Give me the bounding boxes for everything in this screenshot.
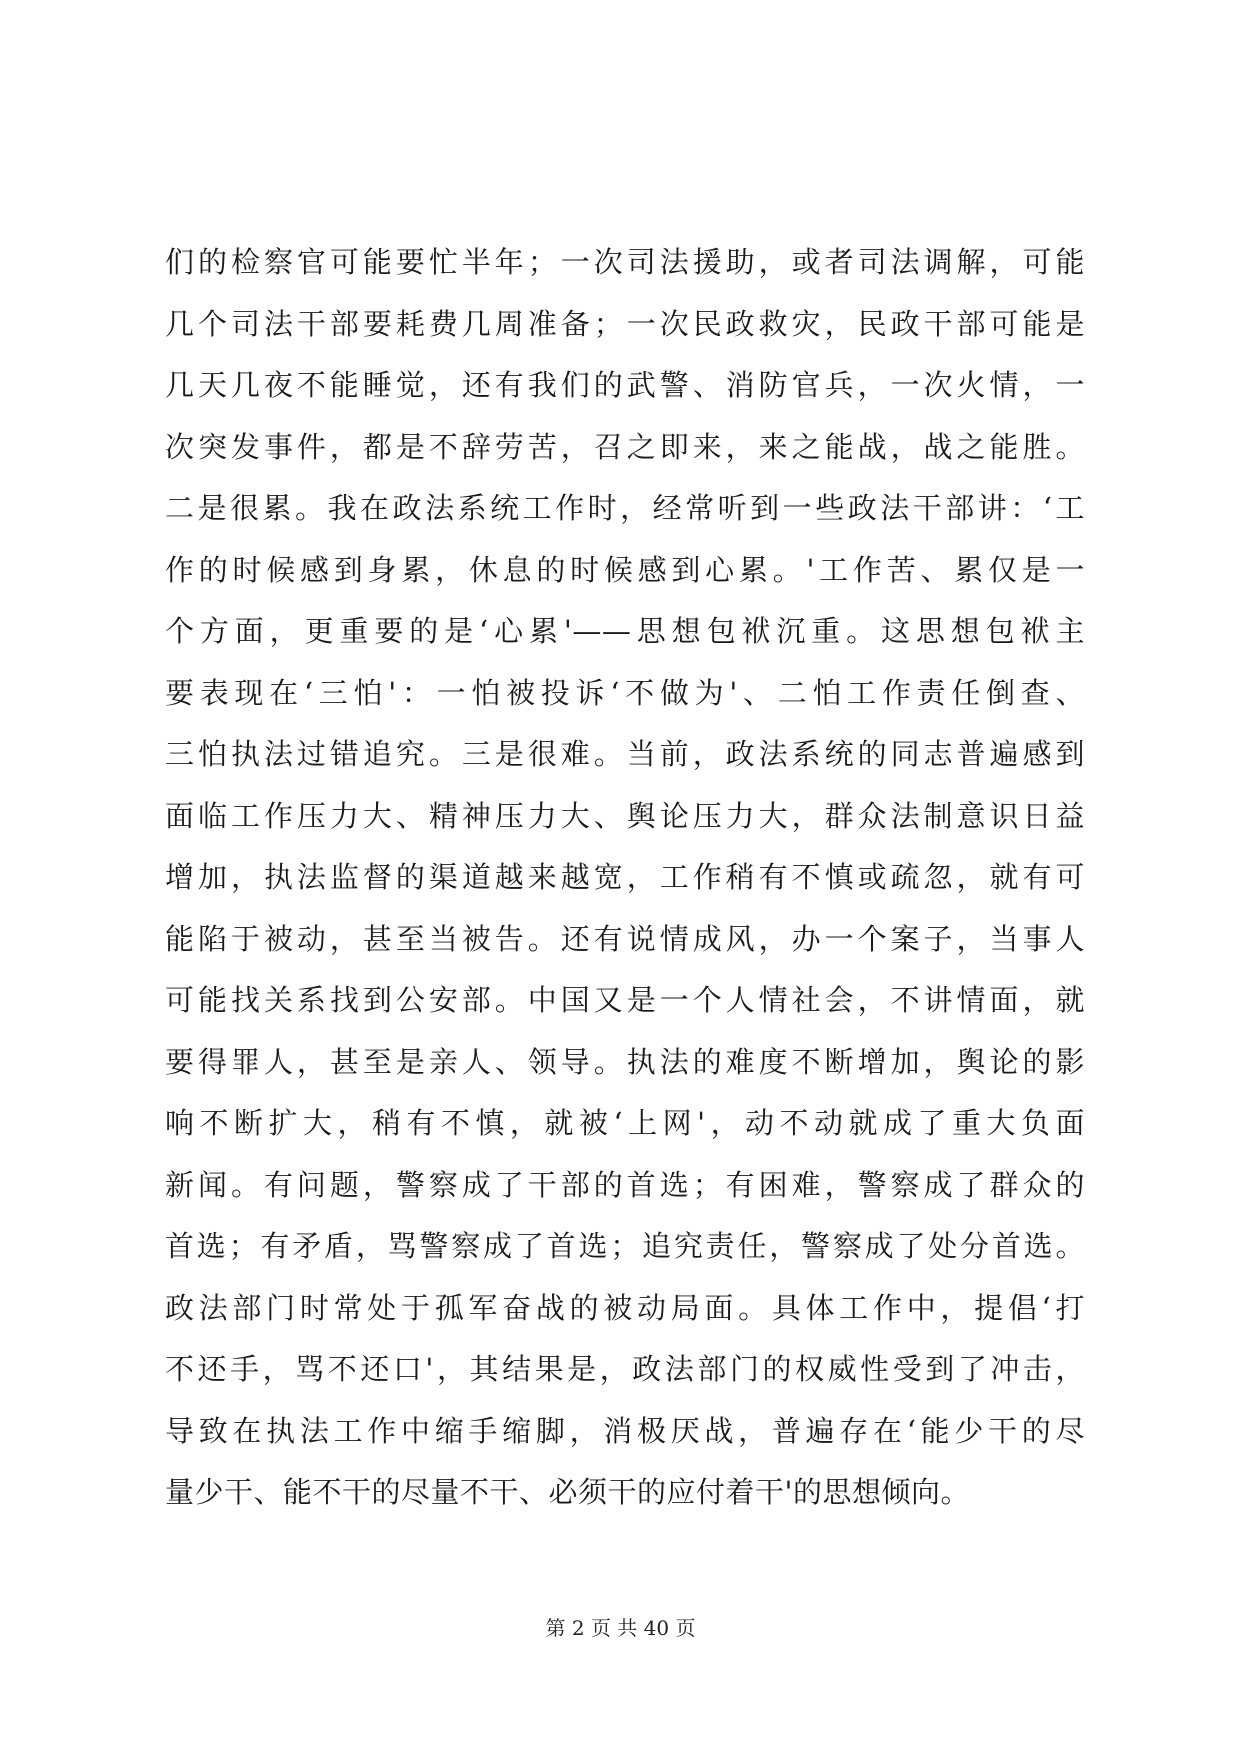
text-line: 要得罪人，甚至是亲人、领导。执法的难度不断增加，舆论的影 bbox=[165, 1044, 1085, 1079]
text-line: 几天几夜不能睡觉，还有我们的武警、消防官兵，一次火情，一 bbox=[165, 368, 1085, 402]
text-line: 首选；有矛盾，骂警察成了首选；追究责任，警察成了处分首选。 bbox=[165, 1229, 1085, 1263]
text-line: 不还手，骂不还口'，其结果是，政法部门的权威性受到了冲击， bbox=[165, 1352, 1085, 1386]
text-line: 可能找关系找到公安部。中国又是一个人情社会，不讲情面，就 bbox=[165, 983, 1085, 1017]
text-line: 次突发事件，都是不辞劳苦，召之即来，来之能战，战之能胜。 bbox=[165, 429, 1085, 464]
page-number: 第 2 页 共 40 页 bbox=[545, 1616, 696, 1640]
text-line: 导致在执法工作中缩手缩脚，消极厌战，普遍存在‘能少干的尽 bbox=[165, 1413, 1085, 1448]
text-line: 量少干、能不干的尽量不干、必须干的应付着干'的思想倾向。 bbox=[165, 1475, 970, 1509]
body-paragraph bbox=[165, 232, 1085, 1524]
text-line: 几个司法干部要耗费几周准备；一次民政救灾，民政干部可能是 bbox=[165, 306, 1085, 341]
text-line: 增加，执法监督的渠道越来越宽，工作稍有不慎或疏忽，就有可 bbox=[165, 860, 1085, 894]
text-line: 能陷于被动，甚至当被告。还有说情成风，办一个案子，当事人 bbox=[165, 921, 1085, 956]
text-line: 响不断扩大，稍有不慎，就被‘上网'，动不动就成了重大负面 bbox=[165, 1106, 1085, 1140]
text-line: 作的时候感到身累，休息的时候感到心累。'工作苦、累仅是一 bbox=[165, 552, 1085, 587]
text-line: 新闻。有问题，警察成了干部的首选；有困难，警察成了群众的 bbox=[165, 1167, 1085, 1202]
text-line: 个方面，更重要的是‘心累'——思想包袱沉重。这思想包袱主 bbox=[165, 614, 1085, 648]
text-line: 二是很累。我在政法系统工作时，经常听到一些政法干部讲：‘工 bbox=[165, 491, 1085, 525]
text-line: 面临工作压力大、精神压力大、舆论压力大，群众法制意识日益 bbox=[165, 798, 1085, 833]
text-line: 三怕执法过错追究。三是很难。当前，政法系统的同志普遍感到 bbox=[165, 737, 1085, 771]
text-line: 们的检察官可能要忙半年；一次司法援助，或者司法调解，可能 bbox=[165, 245, 1085, 279]
text-line: 要表现在‘三怕'：一怕被投诉‘不做为'、二怕工作责任倒查、 bbox=[165, 675, 1085, 710]
text-line: 政法部门时常处于孤军奋战的被动局面。具体工作中，提倡‘打 bbox=[165, 1290, 1085, 1325]
